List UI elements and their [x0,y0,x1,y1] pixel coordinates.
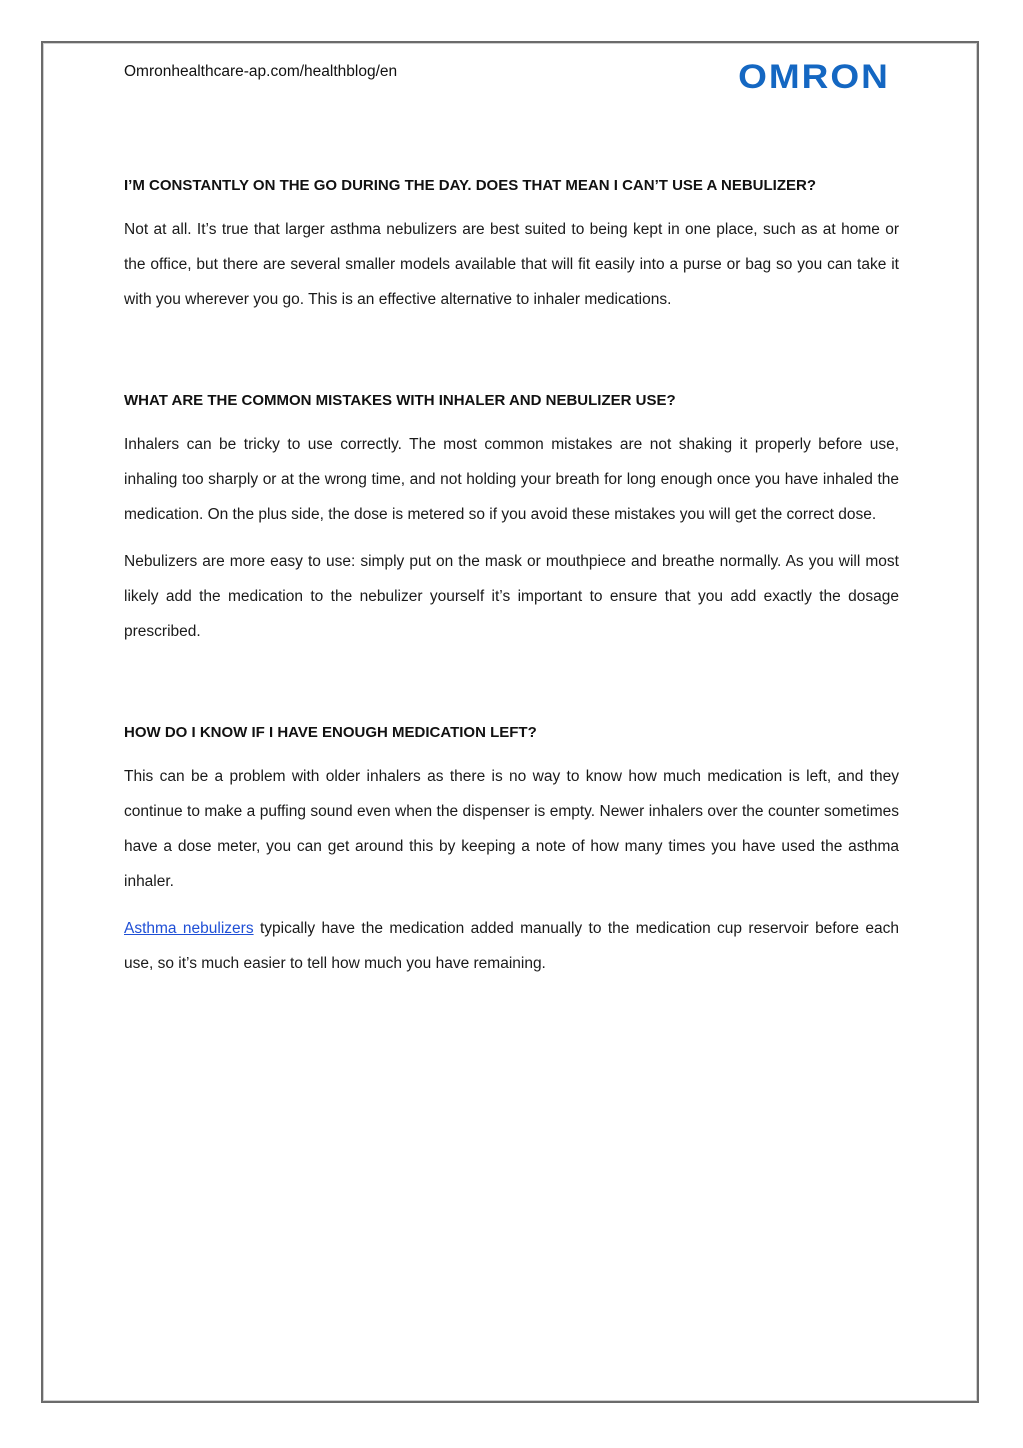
paragraph: Not at all. It’s true that larger asthma nebulizers are best suited to being kept in one place, such as at home or the office, but there are several smaller models available that will fit easily into a purse or bag so you can take it with you wherever you go. This is an effective alternative to inhaler medications. [124,221,899,308]
section-heading: I’M CONSTANTLY ON THE GO DURING THE DAY. DOES THAT MEAN I CAN’T USE A NEBULIZER? [124,177,816,194]
section-on-the-go [124,172,899,317]
paragraph: Inhalers can be tricky to use correctly. The most common mistakes are not shaking it properly before use, inhaling too sharply or at the wrong time, and not holding your breath for long enough once you have inhaled the medication. On the plus side, the dose is metered so if you avoid these mistakes you will get the correct dose. [124,436,899,523]
paragraph: This can be a problem with older inhalers as there is no way to know how much medication is left, and they continue to make a puffing sound even when the dispenser is empty. Newer inhalers over the counter sometimes have a dose meter, you can get around this by keeping a note of how many times you have used the asthma inhaler. [124,768,899,890]
article-body [124,172,899,981]
paragraph-with-link [124,911,899,981]
asthma-nebulizers-link[interactable]: Asthma nebulizers [124,920,254,937]
paragraph-text: typically have the medication added manually to the medication cup reservoir before each use, so it’s much easier to tell how much you have remaining. [124,920,899,972]
header-url: Omronhealthcare-ap.com/healthblog/en [124,63,398,80]
section-heading: WHAT ARE THE COMMON MISTAKES WITH INHALER AND NEBULIZER USE? [124,392,676,409]
logo-text: OMRON [738,57,890,96]
section-heading: HOW DO I KNOW IF I HAVE ENOUGH MEDICATION LEFT? [124,724,537,741]
section-common-mistakes [124,387,899,649]
paragraph: Nebulizers are more easy to use: simply put on the mask or mouthpiece and breathe normally. As you will most likely add the medication to the nebulizer yourself it’s important to ensure that you add exactly the dosage prescribed. [124,553,899,640]
omron-logo [728,50,900,104]
section-medication-left [124,719,899,981]
